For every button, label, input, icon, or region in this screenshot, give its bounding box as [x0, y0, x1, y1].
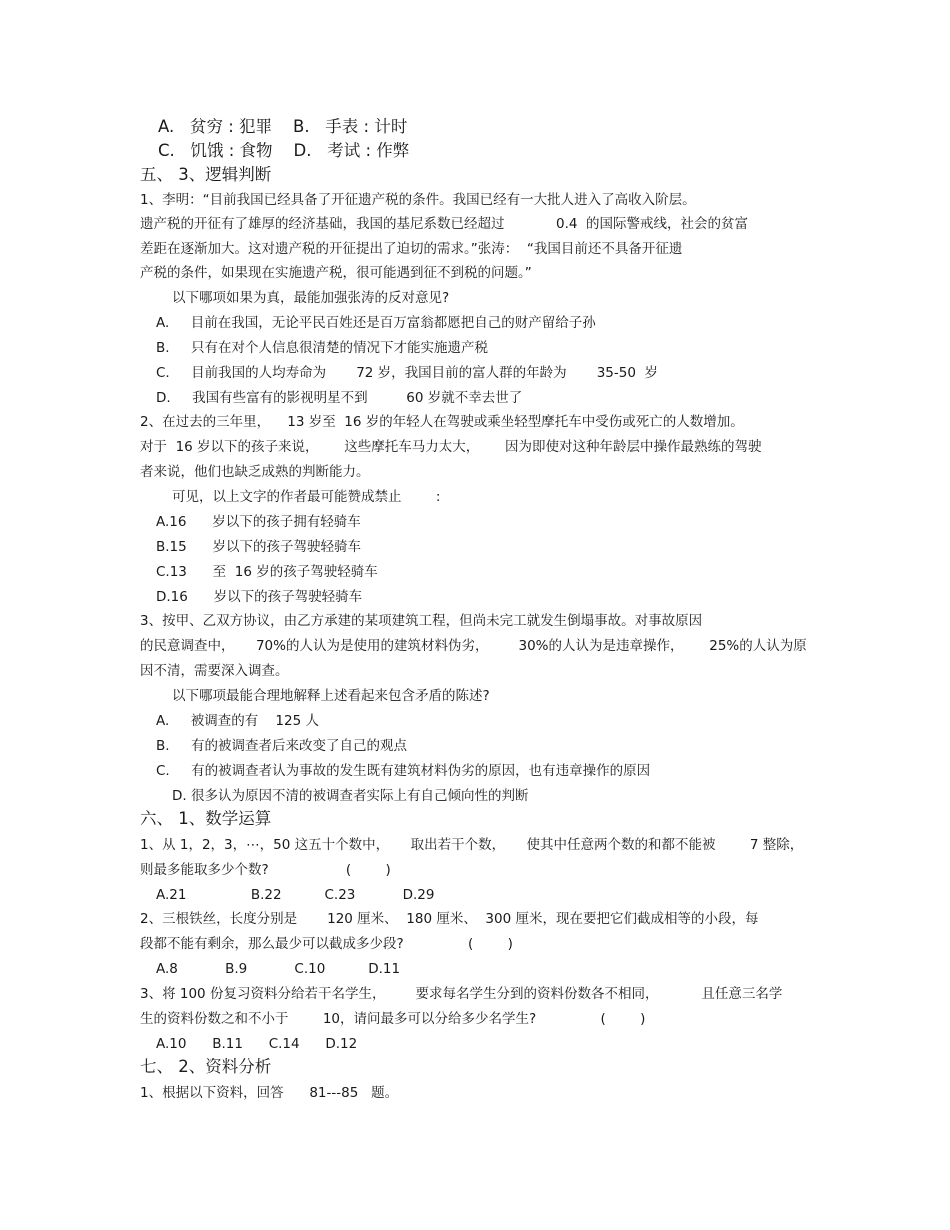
answer-option: B.15 岁以下的孩子驾驶轻骑车 — [156, 539, 361, 555]
answer-option: A.16 岁以下的孩子拥有轻骑车 — [156, 514, 361, 530]
option-line-cd: C. 饥饿 : 食物 D. 考试 : 作弊 — [158, 141, 410, 160]
question-prompt: 以下哪项最能合理地解释上述看起来包含矛盾的陈述? — [172, 688, 490, 704]
question-text: 2、三根铁丝，长度分别是 120 厘米、 180 厘米、 300 厘米，现在要把它们截成相等的小段，每 — [140, 911, 759, 927]
question-text: 1、李明：“目前我国已经具备了开征遗产税的条件。我国已经有一大批人进入了高收入阶层。 — [140, 192, 696, 208]
answer-options-row: A.10 B.11 C.14 D.12 — [156, 1036, 358, 1052]
answer-option: C. 有的被调查者认为事故的发生既有建筑材料伪劣的原因，也有违章操作的原因 — [156, 763, 651, 779]
answer-option: B. 只有在对个人信息很清楚的情况下才能实施遗产税 — [156, 340, 489, 356]
section-heading-math: 六、 1、数学运算 — [140, 809, 272, 828]
question-text: 3、将 100 份复习资料分给若干名学生， 要求每名学生分到的资料份数各不相同， 且任意三名学 — [140, 986, 783, 1002]
answer-option: C. 目前我国的人均寿命为 72 岁，我国目前的富人群的年龄为 35-50 岁 — [156, 365, 659, 381]
question-text: 则最多能取多少个数? ( ) — [140, 862, 391, 878]
answer-option: D. 很多认为原因不清的被调查者实际上有自己倾向性的判断 — [172, 788, 529, 804]
question-text: 者来说，他们也缺乏成熟的判断能力。 — [140, 464, 370, 480]
question-text: 差距在逐渐加大。这对遗产税的开征提出了迫切的需求。”张涛： “我国目前还不具备开征遗 — [140, 241, 683, 257]
question-text: 3、按甲、乙双方协议，由乙方承建的某项建筑工程，但尚未完工就发生倒塌事故。对事故原因 — [140, 613, 703, 629]
answer-options-row: A.8 B.9 C.10 D.11 — [156, 961, 401, 977]
question-text: 2、在过去的三年里， 13 岁至 16 岁的年轻人在驾驶或乘坐轻型摩托车中受伤或死亡的人数增加。 — [140, 414, 744, 430]
question-prompt: 以下哪项如果为真，最能加强张涛的反对意见? — [172, 290, 450, 306]
question-text: 生的资料份数之和不小于 10，请问最多可以分给多少名学生? ( ) — [140, 1011, 646, 1027]
question-text: 1、从 1，2，3，⋯，50 这五十个数中， 取出若干个数， 使其中任意两个数的和都不能被 7 整除， — [140, 837, 804, 853]
question-text: 段都不能有剩余，那么最少可以截成多少段? ( ) — [140, 936, 513, 952]
answer-option: C.13 至 16 岁的孩子驾驶轻骑车 — [156, 564, 378, 580]
question-text: 对于 16 岁以下的孩子来说， 这些摩托车马力太大， 因为即使对这种年龄层中操作最熟练的驾驶 — [140, 439, 762, 455]
question-text: 遗产税的开征有了雄厚的经济基础，我国的基尼系数已经超过 0.4 的国际警戒线，社会的贫富 — [140, 216, 749, 232]
option-line-ab: A. 贫穷 : 犯罪 B. 手表 : 计时 — [158, 117, 408, 136]
answer-option: A. 被调查的有 125 人 — [156, 713, 319, 729]
question-text: 1、根据以下资料，回答 81---85 题。 — [140, 1085, 399, 1101]
question-text: 的民意调查中， 70%的人认为是使用的建筑材料伪劣， 30%的人认为是违章操作， 25%的人认为原 — [140, 638, 807, 654]
answer-option: A. 目前在我国，无论平民百姓还是百万富翁都愿把自己的财产留给子孙 — [156, 315, 596, 331]
section-heading-logic: 五、 3、逻辑判断 — [140, 165, 272, 184]
answer-option: D. 我国有些富有的影视明星不到 60 岁就不幸去世了 — [156, 390, 523, 406]
question-text: 因不清，需要深入调查。 — [140, 663, 289, 679]
question-text: 产税的条件，如果现在实施遗产税，很可能遇到征不到税的问题。” — [140, 265, 532, 281]
answer-options-row: A.21 B.22 C.23 D.29 — [156, 887, 435, 903]
answer-option: B. 有的被调查者后来改变了自己的观点 — [156, 738, 408, 754]
section-heading-data-analysis: 七、 2、资料分析 — [140, 1057, 272, 1076]
question-prompt: 可见，以上文字的作者最可能赞成禁止 : — [172, 489, 441, 505]
answer-option: D.16 岁以下的孩子驾驶轻骑车 — [156, 589, 363, 605]
